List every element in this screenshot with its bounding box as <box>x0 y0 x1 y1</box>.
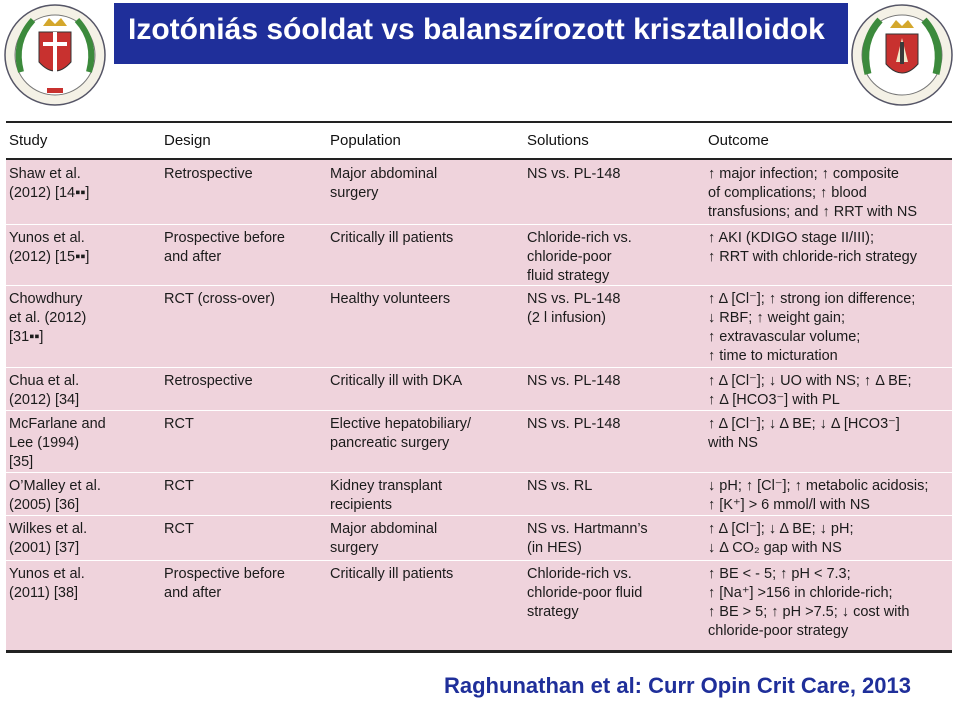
table-row <box>6 560 952 650</box>
cell-solutions: NS vs. RL <box>527 478 593 494</box>
university-seal-left-icon <box>3 2 107 108</box>
cell-design: Retrospective <box>164 373 253 389</box>
slide-title: Izotóniás sóoldat vs balanszírozott krisztalloidok <box>128 13 825 46</box>
header-design: Design <box>164 132 211 149</box>
cell-outcome: ↑ Δ [Cl⁻]; ↓ Δ BE; ↓ Δ [HCO3⁻] with NS <box>708 416 900 451</box>
cell-design: Prospective before and after <box>164 230 285 265</box>
cell-outcome: ↑ Δ [Cl⁻]; ↓ Δ BE; ↓ pH; ↓ Δ CO₂ gap with NS <box>708 521 854 556</box>
table-bottom-rule <box>6 650 952 653</box>
cell-solutions: NS vs. PL-148 <box>527 166 621 182</box>
cell-population: Critically ill with DKA <box>330 373 463 389</box>
cell-solutions: NS vs. PL-148 <box>527 416 621 432</box>
cell-design: Prospective before and after <box>164 566 285 601</box>
cell-outcome: ↑ BE < - 5; ↑ pH < 7.3; ↑ [Na⁺] >156 in chloride-rich; ↑ BE > 5; ↑ pH >7.5; ↓ cost with chloride-poor strategy <box>708 566 910 639</box>
table-row <box>6 160 952 225</box>
table-row <box>6 285 952 368</box>
cell-population: Elective hepatobiliary/ pancreatic surgery <box>330 416 472 451</box>
cell-population: Major abdominal surgery <box>330 521 438 556</box>
cell-outcome: ↑ major infection; ↑ composite of complications; ↑ blood transfusions; and ↑ RRT with NS <box>708 166 917 220</box>
cell-study: Yunos et al. (2012) [15▪▪] <box>9 230 90 265</box>
cell-design: RCT <box>164 521 194 537</box>
cell-solutions: NS vs. PL-148 (2 l infusion) <box>527 291 621 326</box>
cell-outcome: ↑ Δ [Cl⁻]; ↓ UO with NS; ↑ Δ BE; ↑ Δ [HCO3⁻] with PL <box>708 373 912 408</box>
cell-study: Shaw et al. (2012) [14▪▪] <box>9 166 90 201</box>
header-solutions: Solutions <box>527 132 589 149</box>
cell-study: Chowdhury et al. (2012) [31▪▪] <box>9 291 87 345</box>
cell-outcome: ↑ Δ [Cl⁻]; ↑ strong ion difference; ↓ RBF; ↑ weight gain; ↑ extravascular volume; ↑ time to micturation <box>708 291 916 364</box>
cell-solutions: Chloride-rich vs. chloride-poor fluid strategy <box>527 230 632 284</box>
cell-solutions: NS vs. Hartmann’s (in HES) <box>527 521 648 556</box>
cell-outcome: ↑ AKI (KDIGO stage II/III); ↑ RRT with chloride-rich strategy <box>708 230 917 265</box>
cell-population: Critically ill patients <box>330 230 454 246</box>
cell-outcome: ↓ pH; ↑ [Cl⁻]; ↑ metabolic acidosis; ↑ [K⁺] > 6 mmol/l with NS <box>708 478 929 513</box>
title-bar <box>114 3 848 64</box>
cell-design: RCT <box>164 478 194 494</box>
cell-study: Chua et al. (2012) [34] <box>9 373 80 408</box>
cell-population: Kidney transplant recipients <box>330 478 443 513</box>
cell-population: Critically ill patients <box>330 566 454 582</box>
citation: Raghunathan et al: Curr Opin Crit Care, 2013 <box>444 673 911 698</box>
cell-study: Wilkes et al. (2001) [37] <box>9 521 88 556</box>
table-header-row <box>6 123 952 158</box>
header-outcome: Outcome <box>708 132 769 149</box>
cell-solutions: NS vs. PL-148 <box>527 373 621 389</box>
cell-solutions: Chloride-rich vs. chloride-poor fluid strategy <box>527 566 643 620</box>
table-row <box>6 515 952 561</box>
header-study: Study <box>9 132 48 149</box>
table-body <box>6 160 952 650</box>
cell-study: McFarlane and Lee (1994) [35] <box>9 416 106 470</box>
university-seal-right-icon <box>850 2 954 108</box>
cell-design: RCT <box>164 416 194 432</box>
cell-study: Yunos et al. (2011) [38] <box>9 566 85 601</box>
cell-population: Major abdominal surgery <box>330 166 438 201</box>
table-row <box>6 472 952 516</box>
cell-design: RCT (cross-over) <box>164 291 275 307</box>
cell-design: Retrospective <box>164 166 253 182</box>
cell-study: O’Malley et al. (2005) [36] <box>9 478 101 513</box>
table-row <box>6 367 952 411</box>
header-population: Population <box>330 132 401 149</box>
table-row <box>6 224 952 286</box>
cell-population: Healthy volunteers <box>330 291 451 307</box>
table-row <box>6 410 952 473</box>
